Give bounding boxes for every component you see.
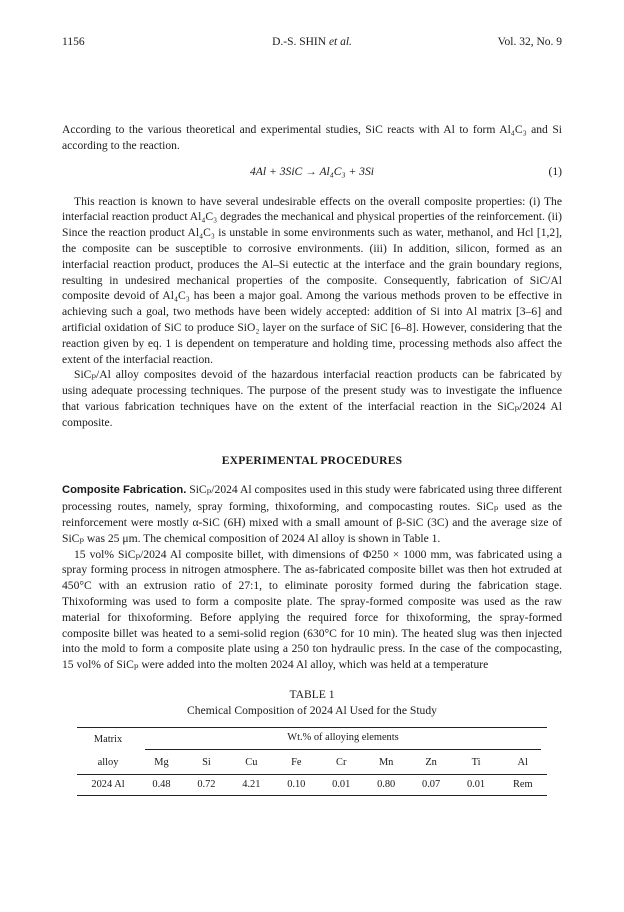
equation-number: (1) [548,164,562,178]
intro-paragraph-3: SiCₚ/Al alloy composites devoid of the hazardous interfacial reaction products can be fabricated by using adequate processing techniques. The purpose of the present study was to investigate the influence that various fabrication techniques have on the extent of the interfacial reaction in the SiCₚ/2024 Al composite. [62,368,562,429]
element-header: Cr [336,756,347,768]
element-header: Zn [425,756,437,768]
element-header: Fe [291,756,302,768]
running-title [62,36,562,48]
running-authors: D.-S. SHIN [272,36,327,48]
value-cell: 4.21 [229,774,274,796]
running-header [62,36,562,52]
matrix-cell: 2024 Al [77,774,139,796]
value-cell: 0.80 [364,774,409,796]
table-title: Chemical Composition of 2024 Al Used for the Study [187,703,437,717]
element-header: Cu [245,756,258,768]
element-header: Al [517,756,528,768]
page-number: 1156 [62,36,85,48]
fabrication-runin-heading: Composite Fabrication. [62,484,187,497]
fabrication-paragraph-2: 15 vol% SiCₚ/2024 Al composite billet, with dimensions of Φ250 × 1000 mm, was fabricated using a spray forming process in nitrogen atmosphere. The as-fabricated composite billet was then hot extruded at 450°C with an extrusion ratio of 27:1, to eliminate porosity formed during the fabrication stage. Thixoforming was used to form a composite plate. The spray-formed composite was used as the raw material for thixoforming. Before applying the required force for thixoforming, the spray-formed composite billet was heated to a semi-solid region (630°C for 10 min). The heated slug was then injected into the mold to form a composite plate using a 250 ton hydraulic press. In the case of the compocasting, 15 vol% of SiCₚ were added into the molten 2024 Al alloy, which was held at a temperature [62,547,562,672]
table-row [77,774,547,796]
reaction-equation [62,164,562,182]
intro-paragraph-2: This reaction is known to have several undesirable effects on the overall composite properties: (i) The interfacial reaction product Al₄C₃ degrades the mechanical and physical properties of the reinforcement. (ii) Since the reaction product Al₄C₃ is unstable in some environments such as water, methanol, and Hcl [1,2], the composite can be susceptible to corrosive environments. (iii) In addition, silicon, formed as an interfacial reaction product, produces the Al–Si eutectic at the interface and the grain boundary regions, resulting in undesired mechanical properties of the composite. Consequently, fabrication of SiC/Al composite devoid of Al₄C₃ has been a major goal. Among the various methods proven to be effective in achieving such a goal, two methods have been widely accepted: addition of Si into Al matrix [3–6] and artificial oxidation of SiC to produce SiO₂ layer on the surface of SiC [6–8]. However, considering that the reaction given by eq. 1 is dependent on temperature and holding time, processing methods also affect the extent of the interfacial reaction. [62,194,562,366]
table-caption [62,687,562,719]
value-cell: Rem [499,774,548,796]
element-header: Si [202,756,211,768]
value-cell: 0.10 [274,774,319,796]
matrix-header-top: Matrix [77,727,139,752]
value-cell: 0.01 [454,774,499,796]
table-label: TABLE 1 [289,687,335,701]
table-header-row-1 [77,727,547,752]
section-heading: EXPERIMENTAL PROCEDURES [221,453,403,467]
value-cell: 0.01 [319,774,364,796]
group-header: Wt.% of alloying elements [145,730,541,750]
composition-table [77,727,547,796]
value-cell: 0.48 [139,774,184,796]
matrix-header-bottom: alloy [97,756,119,768]
fabrication-paragraph-1-text: SiCₚ/2024 Al composites used in this study were fabricated using three different processing routes, namely, spray forming, thixoforming, and compocasting routes. SiCₚ used as the reinforcement were mostly α-SiC (6H) mixed with a small amount of β-SiC (3C) and the average size of SiCₚ was 25 μm. The chemical composition of 2024 Al alloy is shown in Table 1. [62,483,562,545]
element-header: Mn [378,756,394,768]
intro-paragraph-1: According to the various theoretical and experimental studies, SiC reacts with Al to form Al₄C₃ and Si according to the reaction. [62,123,562,152]
running-etal: et al. [328,36,352,48]
table-header-row-2 [77,753,547,774]
element-header: Ti [471,756,481,768]
group-header-cell [139,727,547,752]
fabrication-paragraph-1 [62,482,562,546]
value-cell: 0.72 [184,774,229,796]
journal-volume: Vol. 32, No. 9 [497,36,562,48]
value-cell: 0.07 [409,774,454,796]
intro-block [62,122,562,796]
element-header: Mg [154,756,169,768]
equation-formula: 4Al + 3SiC → Al₄C₃ + 3Si [250,164,374,178]
